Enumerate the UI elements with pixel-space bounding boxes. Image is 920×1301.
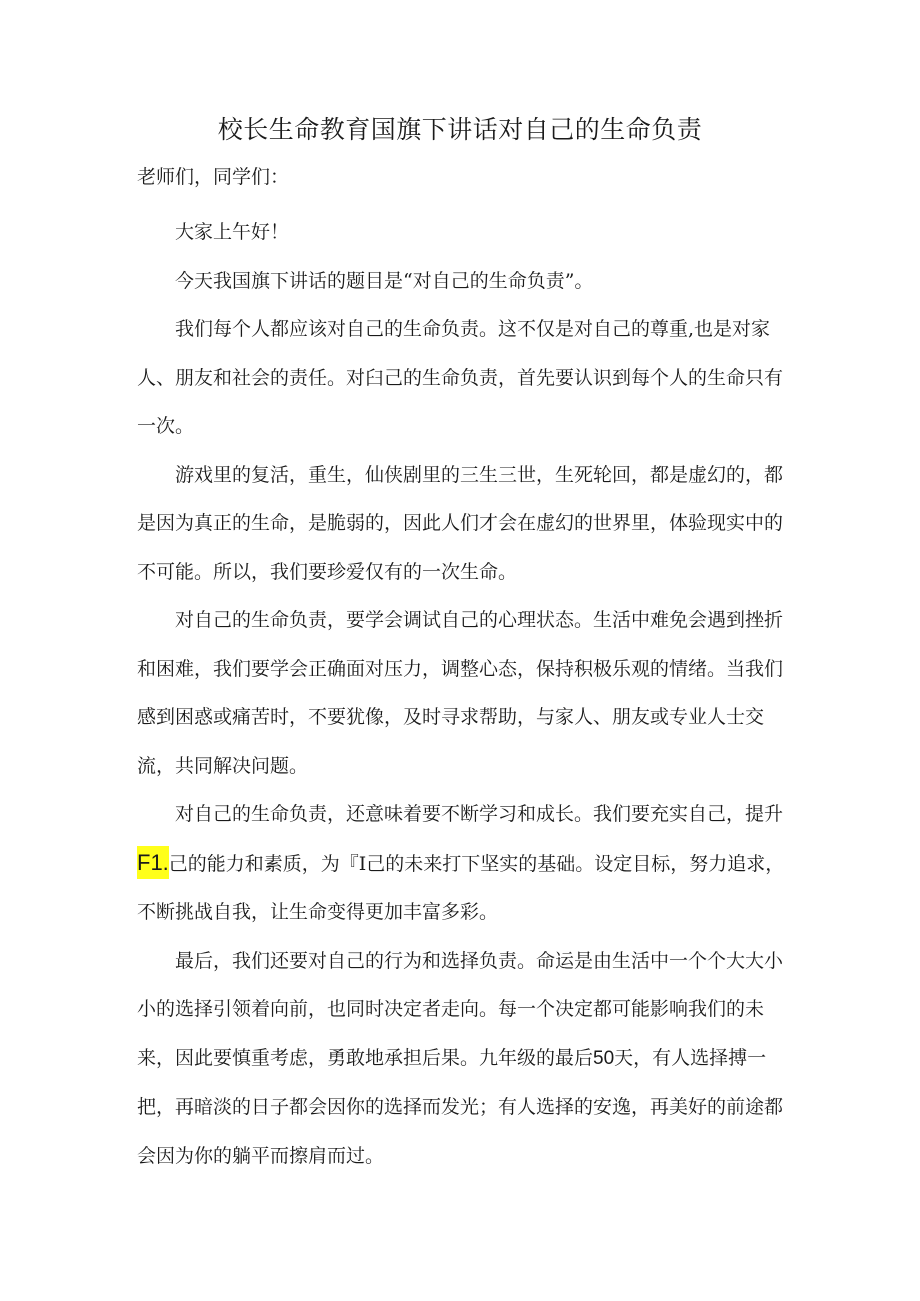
document-body xyxy=(137,208,787,1180)
paragraph-choices-end: 天，有人选择搏一把，再暗淡的日子都会因你的选择而发光；有人选择的安逸，再美好的前途都会因为你的躺平而擦肩而过。 xyxy=(137,1046,784,1167)
paragraph-mental-state: 对自己的生命负责，要学会调试自己的心理状态。生活中难免会遇到挫折和困难，我们要学会正确面对压力，调整心态，保持积极乐观的情绪。当我们感到困惑或痛苦时，不要犹像，及时寻求帮助，与家人、朋友或专业人士交流，共同解决问题。 xyxy=(137,609,784,777)
salutation: 老师们，同学们： xyxy=(137,166,290,188)
paragraph-topic: 今天我国旗下讲话的题目是“对自己的生命负责”。 xyxy=(175,269,594,292)
highlighted-text: F1. xyxy=(137,846,169,879)
paragraph-learning-end: 己的能力和素质，为『I己的未来打下坚实的基础。设定目标，努力追求，不断挑战自我，让生命变得更加丰富多彩。 xyxy=(137,852,785,923)
paragraph-responsibility: 我们每个人都应该对自己的生命负责。这不仅是对自己的尊重,也是对家人、朋友和社会的责任。对臼己的生命负责，首先要认识到每个人的生命只有一次。 xyxy=(137,318,784,437)
paragraph-learning-start: 对自己的生命负责，还意味着要不断学习和成长。我们要充实自己，提升 xyxy=(175,803,784,825)
paragraph-greeting: 大家上午好！ xyxy=(175,221,290,243)
paragraph-games: 游戏里的复活，重生，仙侠剧里的三生三世，生死轮回，都是虚幻的，都是因为真正的生命，是脆弱的，因此人们才会在虚幻的世界里，体验现实中的不可能。所以，我们要珍爱仅有的一次生命。 xyxy=(137,463,784,583)
document-title: 校长生命教育国旗下讲话对自己的生命负责 xyxy=(217,115,703,144)
paragraph-choices xyxy=(137,937,787,1181)
days-number: 50 xyxy=(593,1047,615,1069)
paragraph-learning xyxy=(137,790,787,937)
paragraph-choices-start: 最后，我们还要对自己的行为和选择负责。命运是由生活中一个个大大小小的选择引领着向前，也同时决定者走向。每一个决定都可能影响我们的未来，因此要慎重考虑，勇敢地承担后果。九年级的最后 xyxy=(137,949,784,1069)
